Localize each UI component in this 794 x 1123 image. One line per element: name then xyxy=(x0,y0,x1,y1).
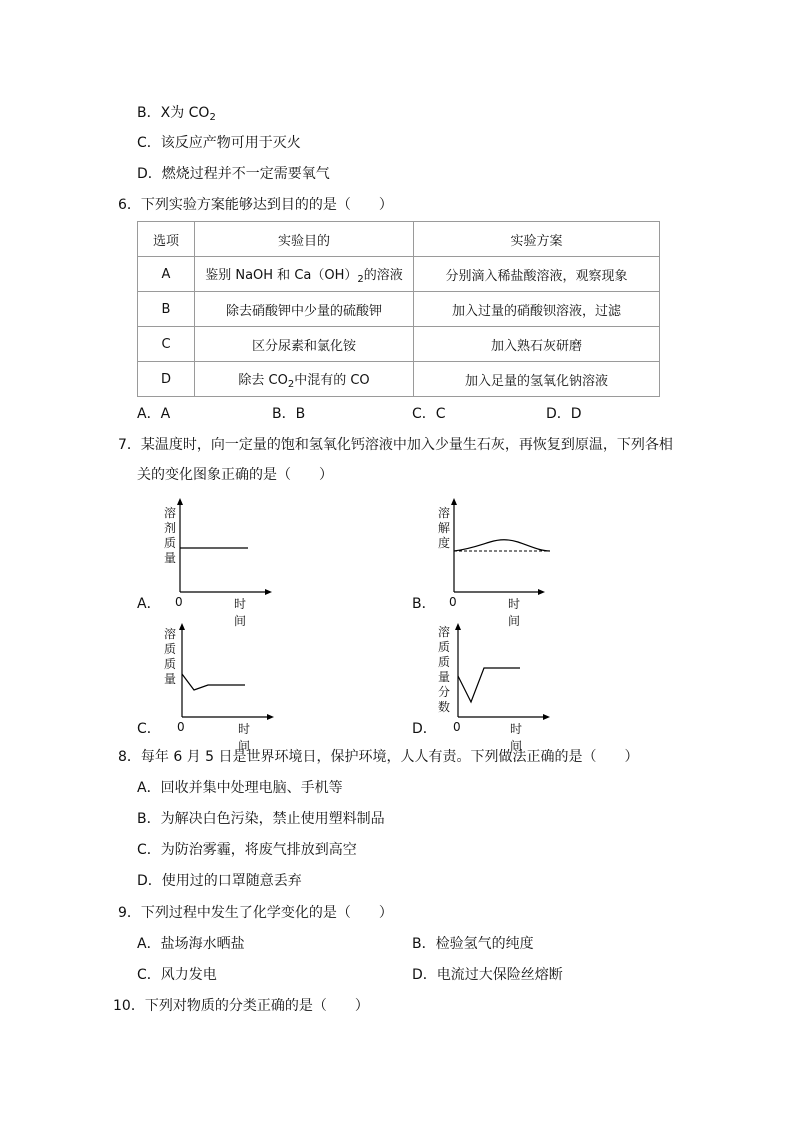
ylabel-char: 溶 xyxy=(163,506,176,520)
table-cell-goal: 区分尿素和氯化铵 xyxy=(195,327,414,362)
table-header-plan: 实验方案 xyxy=(414,222,660,257)
goal-text: 鉴别 NaOH 和 Ca（OH） xyxy=(205,267,358,283)
graph-c-origin: 0 xyxy=(177,720,185,734)
table-header-option: 选项 xyxy=(138,222,195,257)
ylabel-char: 数 xyxy=(437,700,450,714)
q8-stem: 8．每年 6 月 5 日是世界环境日，保护环境，人人有责。下列做法正确的是（ ） xyxy=(118,749,639,765)
q9-stem: 9．下列过程中发生了化学变化的是（ ） xyxy=(118,905,393,921)
goal-subscript: 2 xyxy=(357,273,364,285)
q6-answer-d: D．D xyxy=(546,406,582,422)
table-cell-plan: 加入足量的氢氧化钠溶液 xyxy=(414,362,660,397)
ylabel-char: 度 xyxy=(437,536,450,550)
goal-subscript: 2 xyxy=(287,378,295,390)
table-cell-plan: 加入过量的硝酸钡溶液，过滤 xyxy=(414,292,660,327)
ylabel-char: 量 xyxy=(437,670,450,684)
ylabel-char: 质 xyxy=(163,657,176,671)
q8-option-b: B．为解决白色污染，禁止使用塑料制品 xyxy=(137,811,385,827)
q6-stem: 6．下列实验方案能够达到目的的是（ ） xyxy=(118,197,393,213)
table-cell-option: B xyxy=(138,292,195,327)
graph-c-letter: C． xyxy=(137,721,161,737)
q5-option-d: D．燃烧过程并不一定需要氧气 xyxy=(137,166,330,182)
goal-text: 除去 CO xyxy=(238,372,288,388)
q8-option-c: C．为防治雾霾，将废气排放到高空 xyxy=(137,842,357,858)
q8-option-a: A．回收并集中处理电脑、手机等 xyxy=(137,780,343,796)
q6-answer-b: B．B xyxy=(272,406,306,422)
graph-a-xlabel: 时间 xyxy=(234,597,247,628)
q9-option-a: A．盐场海水晒盐 xyxy=(137,936,245,952)
ylabel-char: 量 xyxy=(163,551,176,565)
ylabel-char: 量 xyxy=(163,672,176,686)
table-cell-goal: 除去硝酸钾中少量的硫酸钾 xyxy=(195,292,414,327)
q10-stem: 10．下列对物质的分类正确的是（ ） xyxy=(113,998,369,1014)
graph-c-xlabel: 时间 xyxy=(238,722,251,753)
q5-option-b-subscript: 2 xyxy=(209,112,216,123)
ylabel-char: 质 xyxy=(163,642,176,656)
table-header-goal: 实验目的 xyxy=(195,222,414,257)
graph-d-xlabel: 时间 xyxy=(510,722,523,753)
q9-option-d: D．电流过大保险丝熔断 xyxy=(412,967,563,983)
table-cell-option: D xyxy=(138,362,195,397)
q5-option-c: C．该反应产物可用于灭火 xyxy=(137,135,301,151)
ylabel-char: 溶 xyxy=(163,627,176,641)
graph-a-origin: 0 xyxy=(175,595,183,609)
graph-d-origin: 0 xyxy=(453,720,461,734)
graph-b-xlabel: 时间 xyxy=(508,597,521,628)
q7-stem-line1: 7．某温度时，向一定量的饱和氢氧化钙溶液中加入少量生石灰，再恢复到原温，下列各相 xyxy=(118,437,673,453)
q5-option-b-text: B．X为 CO xyxy=(137,105,210,121)
q9-option-b: B．检验氢气的纯度 xyxy=(412,936,534,952)
q8-option-d: D．使用过的口罩随意丢弃 xyxy=(137,873,302,889)
q7-stem-line2: 关的变化图象正确的是（ ） xyxy=(137,467,333,483)
graph-a-letter: A． xyxy=(137,596,161,612)
table-cell-option: A xyxy=(138,257,195,292)
ylabel-char: 质 xyxy=(163,536,176,550)
goal-text-post: 中混有的 CO xyxy=(294,372,370,388)
graph-b-origin: 0 xyxy=(449,595,457,609)
goal-text-post: 的溶液 xyxy=(363,267,403,283)
ylabel-char: 溶 xyxy=(437,625,450,639)
ylabel-char: 分 xyxy=(437,685,450,699)
ylabel-char: 质 xyxy=(437,640,450,654)
q9-option-c: C．风力发电 xyxy=(137,967,217,983)
table-cell-plan: 分别滴入稀盐酸溶液，观察现象 xyxy=(414,257,660,292)
table-cell-plan: 加入熟石灰研磨 xyxy=(414,327,660,362)
q6-answer-a: A．A xyxy=(137,406,171,422)
graph-b-letter: B． xyxy=(412,596,436,612)
table-cell-option: C xyxy=(138,327,195,362)
ylabel-char: 剂 xyxy=(163,521,176,535)
ylabel-char: 质 xyxy=(437,655,450,669)
ylabel-char: 溶 xyxy=(437,506,450,520)
ylabel-char: 解 xyxy=(437,521,450,535)
graph-d-letter: D． xyxy=(412,721,437,737)
q6-answer-c: C．C xyxy=(412,406,446,422)
